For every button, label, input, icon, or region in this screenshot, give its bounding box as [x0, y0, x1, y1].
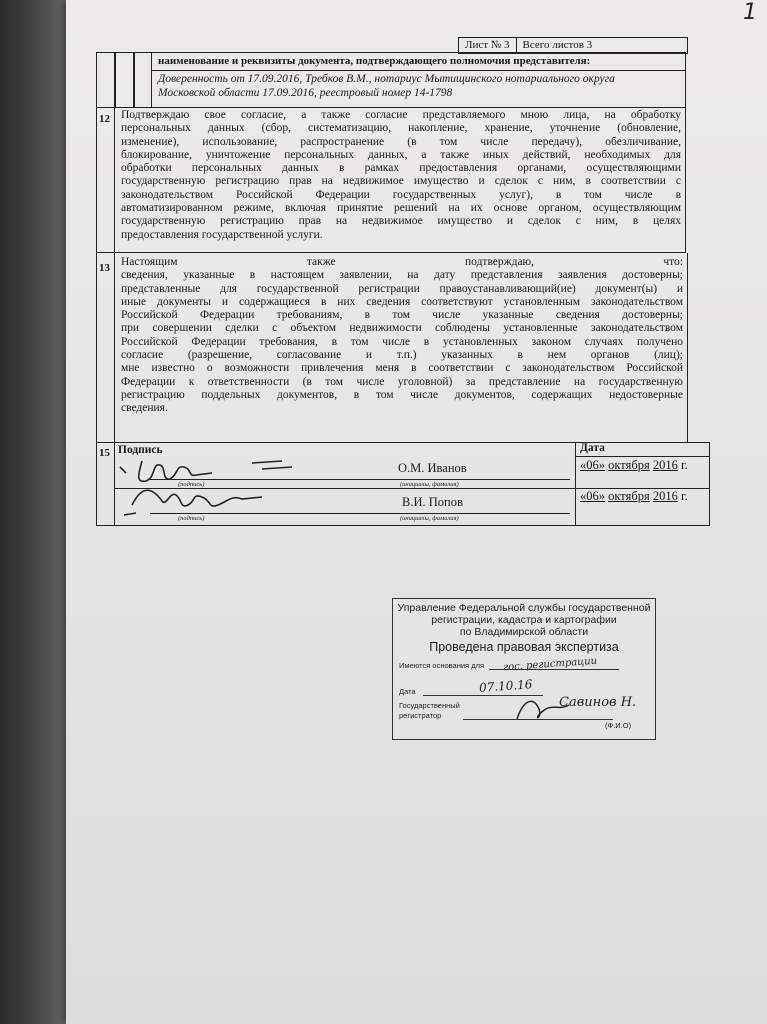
- doc-reference-divider: [152, 70, 686, 71]
- page-corner-mark: [743, 0, 757, 25]
- stamp-label-registrar-1: Государственный: [399, 701, 460, 710]
- corner-mark-text: 1: [743, 0, 757, 25]
- stamp-label-date: Дата: [399, 687, 416, 696]
- s13-line: согласие (разрешение, согласование и т.п.) указанных в нем органов (лиц);: [121, 349, 683, 362]
- registration-stamp: [392, 598, 656, 740]
- s12-line: обработки персональных данных в рамках предоставления органами, осуществляющими: [121, 162, 681, 175]
- section-13-number: 13: [99, 262, 110, 274]
- stamp-line-3: по Владимирской области: [459, 626, 589, 638]
- s13-line: мне известно о возможности привлечения меня в соответствии с законодательством Российской: [121, 362, 683, 375]
- date-1-suffix: г.: [680, 458, 688, 472]
- s13-line: представленные для государственной регистрации правоустанавливающий(ие) документ(ы) и: [121, 282, 683, 295]
- section-15-number: 15: [99, 447, 110, 459]
- date-1: [580, 459, 688, 472]
- stamp-line-1: Управление Федеральной службы государственной: [397, 602, 651, 614]
- signer-name-2: В.И. Попов: [402, 495, 463, 509]
- s13-line: Российской Федерации требования, в том числе в установленных законом случаях получено: [121, 335, 683, 348]
- stamp-line-4: Проведена правовая экспертиза: [429, 640, 619, 654]
- section-12-numcol: [96, 108, 115, 253]
- s13-line: сведения, указанные в настоящем заявлении, на дату представления заявления достоверны;: [121, 269, 683, 282]
- s12-line: предоставления государственной услуги.: [121, 228, 323, 241]
- stamp-registrar-signature: [513, 691, 583, 725]
- s13-line: иные документы и содержащиеся в них сведения соответствуют установленным законодательством: [121, 295, 683, 308]
- date-1-month: октября: [608, 458, 650, 472]
- s12-line: государственную регистрацию прав на недвижимое имущество и сделок с ним, в соответствии с: [121, 175, 681, 188]
- name-caption-1: (инициалы, фамилия): [400, 481, 459, 488]
- section-13-text: [121, 256, 683, 416]
- doc-reference-col2: [115, 52, 134, 108]
- s12-line: персональных данных (сбор, систематизацию, накопление, хранение, уточнение (обновление,: [121, 122, 681, 135]
- stamp-label-basis: Имеются основания для: [399, 661, 485, 670]
- signer-name-1: О.М. Иванов: [398, 461, 467, 475]
- signature-1: [112, 455, 302, 525]
- date-1-day: «06»: [580, 458, 605, 472]
- doc-reference-header: наименование и реквизиты документа, подтверждающего полномочия представителя:: [158, 55, 591, 67]
- name-caption-2: (инициалы, фамилия): [400, 515, 459, 522]
- doc-reference-col1: [96, 52, 115, 108]
- s12-line: блокирование, уничтожение персональных данных, а также иных действий, необходимых для: [121, 148, 681, 161]
- stamp-label-fio: (Ф.И.О): [605, 721, 632, 730]
- date-header-underline: [575, 456, 710, 457]
- date-2-year: 2016: [652, 489, 678, 503]
- section-15-divider: [575, 442, 576, 526]
- sign-caption-2: (подпись): [178, 515, 205, 522]
- s12-line: государственную регистрацию прав на недвижимое имущество и сделок с ним, в целях: [121, 215, 681, 228]
- sign-caption-1: (подпись): [178, 481, 205, 488]
- section-12-number: 12: [99, 113, 110, 125]
- stamp-handwritten-basis: гос. регистрации: [502, 655, 598, 674]
- date-2: [580, 490, 688, 503]
- doc-reference-value-2: Московской области 17.09.2016, реестровый номер 14-1798: [158, 87, 453, 99]
- date-2-suffix: г.: [680, 489, 688, 503]
- s13-line: Настоящим также подтверждаю, что:: [121, 256, 683, 268]
- s13-line: сведения.: [121, 402, 168, 415]
- stamp-handwritten-name: Савинов Н.: [559, 695, 637, 710]
- section-12-text: [121, 109, 681, 242]
- date-2-month: октября: [608, 489, 650, 503]
- s13-line: регистрацию поддельных документов, в том числе документов, содержащих недостоверные: [121, 388, 683, 401]
- s13-line: Российской Федерации требованиям, в том числе указанные сведения достоверны;: [121, 309, 683, 322]
- s13-line: при совершении сделки с объектом недвижимости соблюдены установленные законодательством: [121, 322, 683, 335]
- date-2-day: «06»: [580, 489, 605, 503]
- stamp-handwritten-date: 07.10.16: [478, 677, 533, 695]
- sign-header: Подпись: [118, 444, 163, 456]
- s13-line: Федерации к ответственности (в том числе уголовной) за представление на государственную: [121, 375, 683, 388]
- date-1-year: 2016: [652, 458, 678, 472]
- s12-line: Подтверждаю свое согласие, а также согласие представляемого мною лица, на обработку: [121, 109, 681, 121]
- stamp-line-2: регистрации, кадастра и картографии: [431, 614, 617, 626]
- stamp-label-registrar-2: регистратор: [399, 711, 442, 720]
- section-13-numcol: [96, 253, 115, 443]
- s12-line: изменение), использование, распространение (в том числе передачу), обезличивание,: [121, 135, 681, 148]
- s12-line: законодательством Российской Федерации государственных услуг), в том числе в: [121, 188, 681, 201]
- doc-reference-value-1: Доверенность от 17.09.2016, Требков В.М., нотариус Мытищинского нотариального округа: [158, 73, 615, 85]
- sheet-number: Лист № 3: [465, 39, 510, 51]
- date-header: Дата: [580, 442, 605, 454]
- background-dark-edge: [0, 0, 70, 1024]
- doc-reference-col3: [134, 52, 152, 108]
- sheet-total: Всего листов 3: [516, 38, 599, 53]
- s12-line: автоматизированном режиме, включая принятие решений на их основе органом, осуществляющим: [121, 202, 681, 215]
